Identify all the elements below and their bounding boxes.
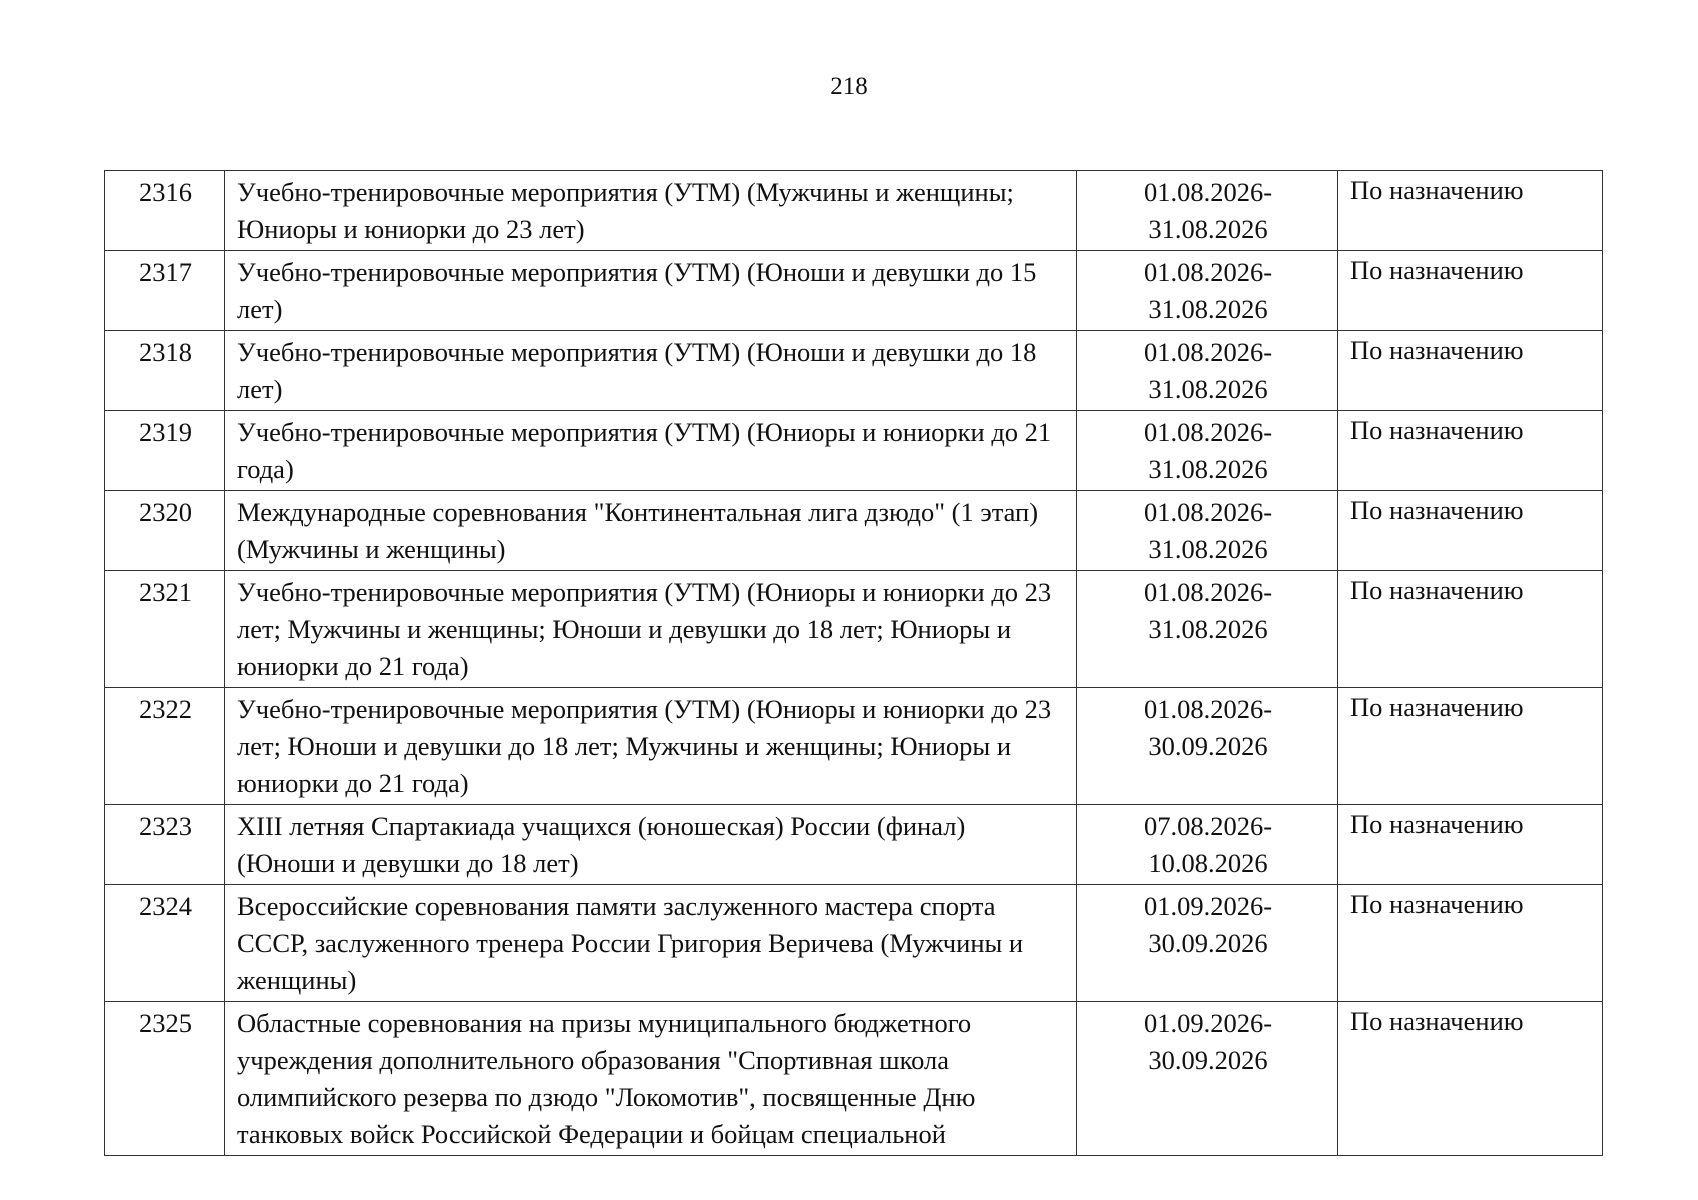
- event-place: По назначению: [1338, 688, 1603, 805]
- event-place: По назначению: [1338, 571, 1603, 688]
- event-dates: [1077, 1002, 1338, 1156]
- event-date-end: 31.08.2026: [1148, 294, 1268, 324]
- event-date-start: 01.08.2026-: [1143, 497, 1273, 527]
- event-date-end: 31.08.2026: [1148, 374, 1268, 404]
- event-dates: [1077, 805, 1338, 885]
- event-date-start: 01.08.2026-: [1143, 577, 1273, 607]
- event-date-end: 30.09.2026: [1148, 731, 1268, 761]
- events-table-body: [105, 171, 1603, 1156]
- event-number: 2322: [105, 688, 225, 805]
- event-name: Областные соревнования на призы муниципального бюджетного учреждения дополнительного образования "Спортивная школа олимпийского резерва по дзюдо "Локомотив", посвященные Дню танковых войск Российской Федерации и бойцам специальной: [225, 1002, 1077, 1156]
- events-table: [104, 170, 1603, 1156]
- event-dates: [1077, 171, 1338, 251]
- event-number: 2317: [105, 251, 225, 331]
- event-date-start: 01.08.2026-: [1143, 694, 1273, 724]
- table-row: [105, 251, 1603, 331]
- event-name: Всероссийские соревнования памяти заслуженного мастера спорта СССР, заслуженного тренера России Григория Веричева (Мужчины и женщины): [225, 885, 1077, 1002]
- event-number: 2324: [105, 885, 225, 1002]
- event-place: По назначению: [1338, 331, 1603, 411]
- event-dates: [1077, 491, 1338, 571]
- event-place: По назначению: [1338, 805, 1603, 885]
- event-date-start: 07.08.2026-: [1143, 811, 1273, 841]
- event-date-end: 30.09.2026: [1148, 928, 1268, 958]
- event-dates: [1077, 251, 1338, 331]
- event-dates: [1077, 331, 1338, 411]
- table-row: [105, 331, 1603, 411]
- event-date-end: 31.08.2026: [1148, 454, 1268, 484]
- event-date-end: 10.08.2026: [1148, 848, 1268, 878]
- table-row: [105, 491, 1603, 571]
- event-dates: [1077, 688, 1338, 805]
- event-name: Учебно-тренировочные мероприятия (УТМ) (Юноши и девушки до 15 лет): [225, 251, 1077, 331]
- event-dates: [1077, 571, 1338, 688]
- event-name: Учебно-тренировочные мероприятия (УТМ) (Юниоры и юниорки до 23 лет; Мужчины и женщины; Юноши и девушки до 18 лет; Юниоры и юниорки до 21 года): [225, 571, 1077, 688]
- table-row: [105, 411, 1603, 491]
- event-date-start: 01.08.2026-: [1143, 177, 1273, 207]
- event-name: Международные соревнования "Континентальная лига дзюдо" (1 этап) (Мужчины и женщины): [225, 491, 1077, 571]
- event-name: Учебно-тренировочные мероприятия (УТМ) (Юниоры и юниорки до 23 лет; Юноши и девушки до 18 лет; Мужчины и женщины; Юниоры и юниорки до 21 года): [225, 688, 1077, 805]
- event-place: По назначению: [1338, 1002, 1603, 1156]
- event-name: Учебно-тренировочные мероприятия (УТМ) (Юноши и девушки до 18 лет): [225, 331, 1077, 411]
- event-number: 2325: [105, 1002, 225, 1156]
- event-date-end: 31.08.2026: [1148, 614, 1268, 644]
- event-name: Учебно-тренировочные мероприятия (УТМ) (Юниоры и юниорки до 21 года): [225, 411, 1077, 491]
- table-row: [105, 688, 1603, 805]
- event-number: 2320: [105, 491, 225, 571]
- table-row: [105, 805, 1603, 885]
- event-dates: [1077, 411, 1338, 491]
- event-place: По назначению: [1338, 171, 1603, 251]
- event-date-start: 01.08.2026-: [1143, 337, 1273, 367]
- page-number: 218: [830, 73, 868, 100]
- event-name: XIII летняя Спартакиада учащихся (юношеская) России (финал) (Юноши и девушки до 18 лет): [225, 805, 1077, 885]
- event-number: 2319: [105, 411, 225, 491]
- event-number: 2321: [105, 571, 225, 688]
- table-row: [105, 171, 1603, 251]
- event-date-end: 31.08.2026: [1148, 534, 1268, 564]
- table-row: [105, 1002, 1603, 1156]
- event-date-start: 01.08.2026-: [1143, 417, 1273, 447]
- event-name: Учебно-тренировочные мероприятия (УТМ) (Мужчины и женщины; Юниоры и юниорки до 23 лет): [225, 171, 1077, 251]
- event-place: По назначению: [1338, 411, 1603, 491]
- event-date-end: 30.09.2026: [1148, 1045, 1268, 1075]
- event-date-end: 31.08.2026: [1148, 214, 1268, 244]
- event-dates: [1077, 885, 1338, 1002]
- event-place: По назначению: [1338, 251, 1603, 331]
- event-number: 2318: [105, 331, 225, 411]
- event-date-start: 01.09.2026-: [1143, 1008, 1273, 1038]
- event-place: По назначению: [1338, 885, 1603, 1002]
- event-date-start: 01.09.2026-: [1143, 891, 1273, 921]
- event-date-start: 01.08.2026-: [1143, 257, 1273, 287]
- event-number: 2323: [105, 805, 225, 885]
- table-row: [105, 885, 1603, 1002]
- event-place: По назначению: [1338, 491, 1603, 571]
- table-row: [105, 571, 1603, 688]
- event-number: 2316: [105, 171, 225, 251]
